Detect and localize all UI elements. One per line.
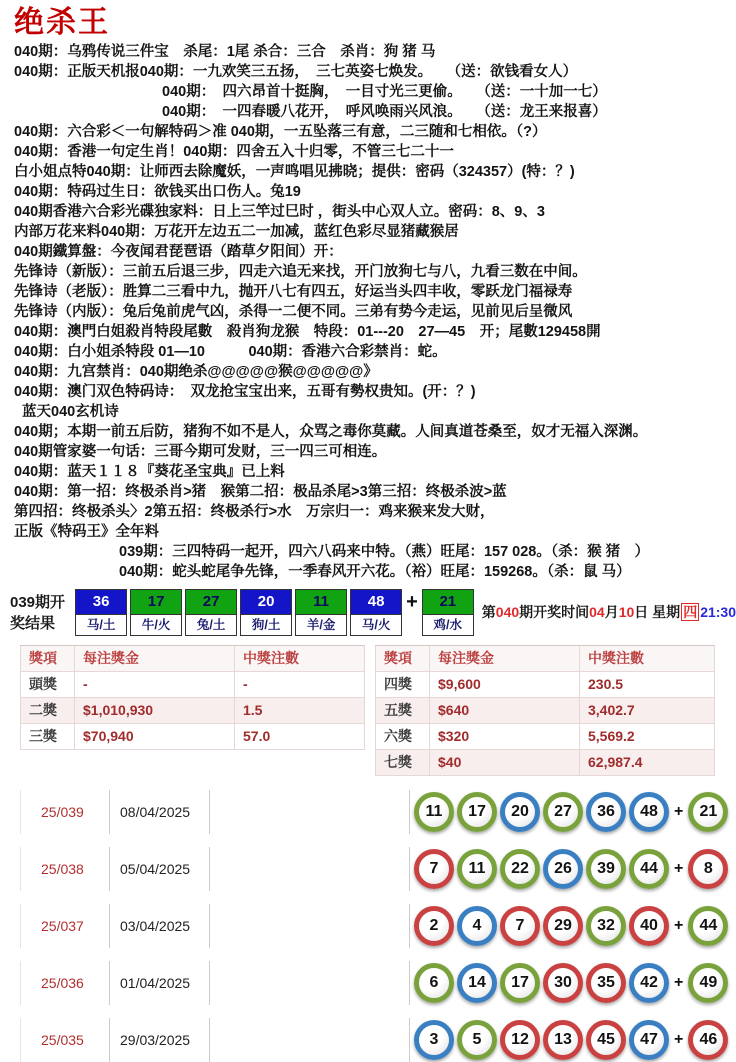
prize-header-cell: 每注獎金 (430, 646, 580, 671)
history-row (20, 961, 736, 1005)
plus-sign: + (674, 1031, 684, 1048)
page-title: 绝杀王 (14, 6, 110, 39)
lottery-ball: 17 (457, 792, 497, 832)
lottery-ball: 26 (543, 849, 583, 889)
result-ball-tiles (75, 589, 402, 636)
prize-tier: 四獎 (375, 672, 430, 697)
text-line: 040期：乌鸦传说三件宝 杀尾：1尾 杀合：三合 杀肖：狗 猪 马 (14, 44, 436, 60)
lottery-ball: 3 (414, 1020, 454, 1060)
plus-sign: + (406, 591, 418, 613)
prize-header-cell: 獎項 (375, 646, 430, 671)
prize-tier: 七獎 (375, 750, 430, 775)
draw-date: 03/04/2025 (110, 904, 210, 948)
result-ball-tile (422, 589, 474, 636)
winning-units: 5,569.2 (580, 724, 715, 749)
draw-date: 01/04/2025 (110, 961, 210, 1005)
next-draw-text: 月 (604, 604, 619, 620)
next-draw-text: 第 (481, 604, 496, 620)
prize-amount: $70,940 (75, 724, 235, 749)
drawn-balls (414, 1020, 728, 1060)
draw-date: 29/03/2025 (110, 1018, 210, 1062)
prize-tier: 五獎 (375, 698, 430, 723)
bonus-ball: 49 (688, 963, 728, 1003)
lottery-ball: 29 (543, 906, 583, 946)
bonus-ball: 8 (688, 849, 728, 889)
prize-amount: - (75, 672, 235, 697)
empty-cell (210, 790, 410, 834)
prize-tables (20, 645, 720, 776)
ball-number: 11 (295, 589, 347, 614)
lottery-ball: 2 (414, 906, 454, 946)
winning-units: 230.5 (580, 672, 715, 697)
prize-amount: $40 (430, 750, 580, 775)
plus-sign: + (674, 974, 684, 991)
draw-date: 05/04/2025 (110, 847, 210, 891)
prize-row (375, 672, 715, 698)
plus-sign: + (674, 860, 684, 877)
next-draw-text: 日 星期 (634, 604, 681, 620)
next-draw-text: 040 (495, 604, 520, 620)
result-ball-tile (130, 589, 182, 636)
text-line: 040期：正版天机报040期：一九欢笑三五扬， 三七英姿七焕发。 （送：欲钱看女人） (14, 64, 578, 80)
text-line: 先锋诗（老版）：胜算二三看中九，抛开八七有四五，好运当头四丰收，零跃龙门福禄寿 (14, 284, 573, 300)
lottery-ball: 22 (500, 849, 540, 889)
winning-units: 57.0 (235, 724, 365, 749)
lottery-ball: 39 (586, 849, 626, 889)
plus-sign: + (674, 803, 684, 820)
empty-cell (210, 1018, 410, 1062)
result-ball-tile (185, 589, 237, 636)
lottery-ball: 42 (629, 963, 669, 1003)
history-table (0, 790, 736, 1062)
text-line: 040期： 一四春暖八花开， 呼风唤雨兴风浪。 （送：龙王来报喜） (162, 104, 607, 120)
draw-period: 25/035 (20, 1018, 110, 1062)
bonus-ball: 44 (688, 906, 728, 946)
text-line: 040期管家婆一句话：三哥今期可发财，三一四三可相连。 (14, 444, 387, 460)
lottery-ball: 7 (414, 849, 454, 889)
lottery-ball: 44 (629, 849, 669, 889)
draw-period: 25/039 (20, 790, 110, 834)
text-line: 内部万花来料040期：万花开左边五二一加减，蓝红色彩尽显猪藏猴居 (14, 224, 459, 240)
text-line: 040期：第一招：终极杀肖>猪 猴第二招：极品杀尾>3第三招：终极杀波>蓝 (14, 484, 507, 500)
text-line: 039期：三四特码一起开，四六八码来中特。（燕）旺尾：157 028。（杀：猴 猪 ） (119, 544, 650, 560)
prize-tier: 三獎 (20, 724, 75, 749)
empty-cell (210, 847, 410, 891)
prize-tier: 頭獎 (20, 672, 75, 697)
lottery-ball: 30 (543, 963, 583, 1003)
prize-header-cell: 中獎注數 (580, 646, 715, 671)
result-ball-tile (350, 589, 402, 636)
history-row (20, 790, 736, 834)
ball-number: 36 (75, 589, 127, 614)
lottery-ball: 32 (586, 906, 626, 946)
prize-table-left (20, 645, 365, 750)
lottery-ball: 7 (500, 906, 540, 946)
lottery-ball: 48 (629, 792, 669, 832)
text-line: 040期香港六合彩光碟独家料：日上三竿过巳时 ，街头中心双人立。密码：8、9、3 (14, 204, 545, 220)
empty-cell (210, 904, 410, 948)
text-line: 040期：特码过生日：欲钱买出口伤人。兔19 (14, 184, 301, 200)
draw-results-bar (10, 587, 736, 637)
text-line: 040期；本期一前五后防，猪狗不如不是人，众骂之毒你莫藏。人间真道苍桑至，奴才无福入深渊。 (14, 424, 648, 440)
text-line: 040期：蓝天１１８『葵花圣宝典』已上料 (14, 464, 285, 480)
winning-units: 3,402.7 (580, 698, 715, 723)
prize-row (375, 698, 715, 724)
lottery-ball: 13 (543, 1020, 583, 1060)
zodiac-element-label: 鸡/水 (422, 614, 474, 636)
lottery-ball: 14 (457, 963, 497, 1003)
prize-header-cell: 每注獎金 (75, 646, 235, 671)
text-line: 040期：澳門白姐殺肖特段尾數 殺肖狗龙猴 特段：01---20 27—45 开；尾數129458開 (14, 324, 601, 340)
plus-sign: + (674, 917, 684, 934)
prize-tier: 二獎 (20, 698, 75, 723)
prize-header-row (20, 646, 365, 672)
prize-header-cell: 獎項 (20, 646, 75, 671)
text-line: 040期：澳门双色特码诗： 双龙抢宝宝出来，五哥有勢权贵知。(开：？) (14, 384, 476, 400)
result-ball-tile (75, 589, 127, 636)
text-line: 白小姐点特040期：让师西去除魔妖，一声鸣唱见拂晓；提供：密码（324357）(特：？) (14, 164, 575, 180)
prize-amount: $9,600 (430, 672, 580, 697)
empty-cell (210, 961, 410, 1005)
prize-row (20, 724, 365, 750)
lottery-ball: 6 (414, 963, 454, 1003)
lottery-ball: 20 (500, 792, 540, 832)
text-line: 蓝天040玄机诗 (22, 404, 119, 420)
winning-units: 1.5 (235, 698, 365, 723)
history-row (20, 904, 736, 948)
lottery-ball: 40 (629, 906, 669, 946)
bonus-ball-tile (422, 589, 474, 636)
result-ball-tile (240, 589, 292, 636)
prize-amount: $1,010,930 (75, 698, 235, 723)
bonus-ball: 21 (688, 792, 728, 832)
winning-units: 62,987.4 (580, 750, 715, 775)
next-draw-text: 期开奖时间 (519, 604, 590, 620)
draw-period: 25/036 (20, 961, 110, 1005)
ball-number: 48 (350, 589, 402, 614)
prize-row (20, 672, 365, 698)
lottery-ball: 45 (586, 1020, 626, 1060)
zodiac-element-label: 马/土 (75, 614, 127, 636)
lottery-ball: 4 (457, 906, 497, 946)
text-line: 040期：六合彩＜一句解特码＞准 040期，一五坠落三有意，二三随和七相依。（?） (14, 124, 547, 140)
winning-units: - (235, 672, 365, 697)
lottery-ball: 11 (414, 792, 454, 832)
draw-period: 25/038 (20, 847, 110, 891)
ball-number: 20 (240, 589, 292, 614)
zodiac-element-label: 羊/金 (295, 614, 347, 636)
lottery-ball: 27 (543, 792, 583, 832)
lottery-ball: 12 (500, 1020, 540, 1060)
result-ball-tile (295, 589, 347, 636)
zodiac-element-label: 狗/土 (240, 614, 292, 636)
text-line: 040期鐵算盤：今夜闻君琵琶语（踏草夕阳间）开： (14, 244, 343, 260)
ball-number: 27 (185, 589, 237, 614)
zodiac-element-label: 牛/火 (130, 614, 182, 636)
zodiac-element-label: 兔/土 (185, 614, 237, 636)
lottery-ball: 5 (457, 1020, 497, 1060)
text-line: 正版《特码王》全年料 (14, 524, 159, 540)
lottery-ball: 36 (586, 792, 626, 832)
prize-amount: $640 (430, 698, 580, 723)
zodiac-element-label: 马/火 (350, 614, 402, 636)
ball-number: 17 (130, 589, 182, 614)
prize-header-row (375, 646, 715, 672)
results-label: 039期开奖结果 (10, 594, 66, 632)
drawn-balls (414, 963, 728, 1003)
next-draw-info (482, 602, 736, 622)
lottery-ball: 35 (586, 963, 626, 1003)
history-row (20, 1018, 736, 1062)
next-draw-text: 04 (589, 604, 605, 620)
next-draw-text: 四 (683, 604, 698, 620)
next-draw-text: 21:30 (700, 604, 736, 620)
bonus-ball: 46 (688, 1020, 728, 1060)
prize-header-cell: 中獎注數 (235, 646, 365, 671)
draw-period: 25/037 (20, 904, 110, 948)
text-line: 040期：九宫禁肖：040期绝杀@@@@@猴@@@@@》 (14, 364, 378, 380)
text-line: 040期：白小姐杀特段 01—10 040期：香港六合彩禁肖：蛇。 (14, 344, 447, 360)
text-line: 先锋诗（新版）：三前五后退三步，四走六追无来找，开门放狗七与八，九看三数在中间。 (14, 264, 587, 280)
prize-row (375, 724, 715, 750)
prize-row (375, 750, 715, 776)
text-line: 先锋诗（内版）：兔后兔前虎气凶，杀得一二便不同。三弟有势今走运，见前见后呈微风 (14, 304, 573, 320)
ball-number: 21 (422, 589, 474, 614)
prize-tier: 六獎 (375, 724, 430, 749)
next-draw-text: 10 (618, 604, 635, 620)
draw-date: 08/04/2025 (110, 790, 210, 834)
history-row (20, 847, 736, 891)
text-line: 第四招：终极杀头〉2第五招：终极杀行>水 万宗归一：鸡来猴来发大财， (14, 504, 495, 520)
prize-amount: $320 (430, 724, 580, 749)
tips-text-block (14, 42, 736, 582)
drawn-balls (414, 792, 728, 832)
text-line: 040期：香港一句定生肖！040期：四舍五入十归零，不管三七二十一 (14, 144, 454, 160)
text-line: 040期： 四六昂首十挺胸， 一目寸光三更偷。 （送：一十加一七） (162, 84, 607, 100)
lottery-ball: 17 (500, 963, 540, 1003)
text-line: 040期：蛇头蛇尾争先锋，一季春风开六花。（裕）旺尾：159268。（杀：鼠 马） (119, 564, 631, 580)
prize-row (20, 698, 365, 724)
prize-table-right (375, 645, 715, 776)
lottery-ball: 11 (457, 849, 497, 889)
lottery-ball: 47 (629, 1020, 669, 1060)
drawn-balls (414, 849, 728, 889)
lottery-info-page (0, 6, 736, 1062)
drawn-balls (414, 906, 728, 946)
